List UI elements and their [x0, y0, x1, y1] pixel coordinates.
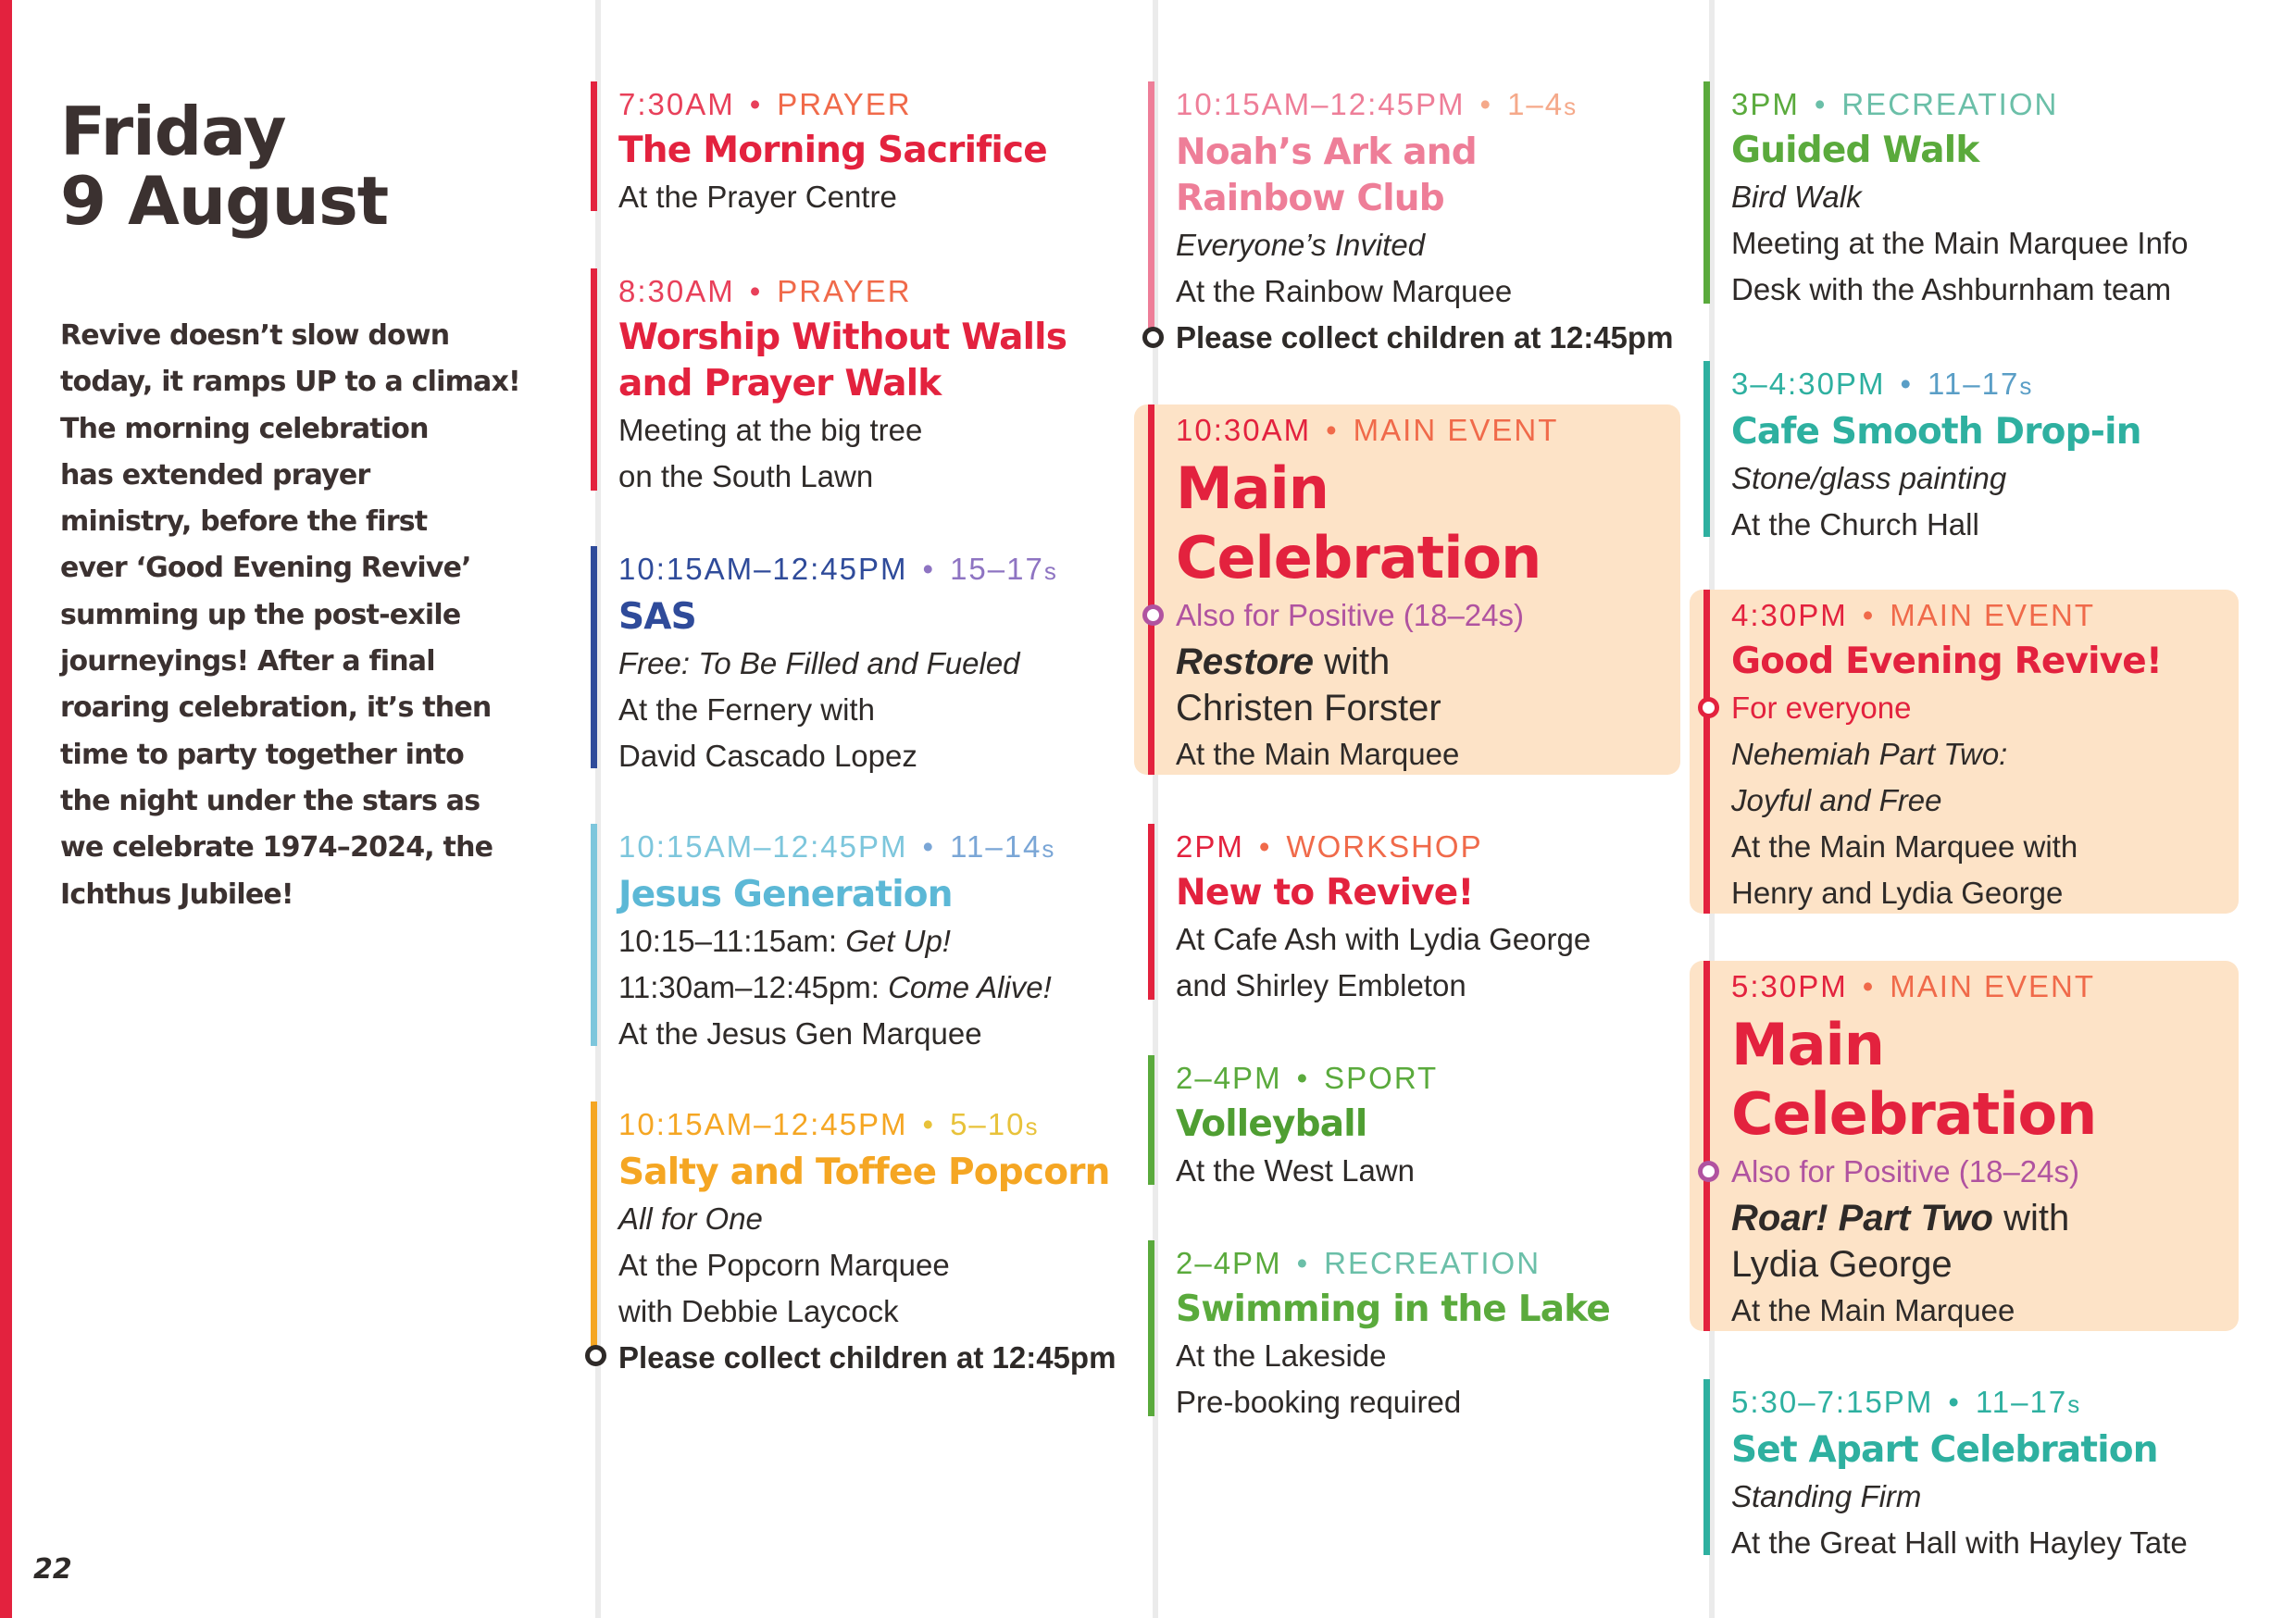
event-title-line: and Prayer Walk: [618, 363, 942, 404]
event-time: 5:30–7:15PM: [1731, 1385, 1934, 1419]
event-location: At the Great Hall with Hayley Tate: [1731, 1525, 2188, 1560]
event-age-range: [1507, 87, 1578, 121]
intro-line: ever ‘Good Evening Revive’: [60, 552, 471, 585]
event-time: 10:15AM–12:45PM: [618, 552, 908, 586]
talk-with: with: [1324, 641, 1391, 682]
event-time: 2–4PM: [1176, 1246, 1282, 1280]
event-age-suffix: s: [1042, 835, 1056, 863]
intro-line: has extended prayer: [60, 458, 370, 492]
event-age: 11–17: [1975, 1385, 2068, 1419]
collect-marker-icon: [585, 1345, 606, 1366]
event-age: 1–4: [1507, 87, 1565, 121]
event-title: New to Revive!: [1176, 872, 1474, 914]
separator-dot: •: [1862, 969, 1876, 1003]
event-location: At the Fernery with: [618, 692, 875, 727]
event-age-range: [950, 829, 1055, 864]
event-category: MAIN EVENT: [1890, 969, 2095, 1003]
intro-line: roaring celebration, it’s then: [60, 691, 492, 725]
intro-line: The morning celebration: [60, 412, 429, 445]
separator-dot: •: [1948, 1385, 1961, 1419]
event-age-suffix: s: [1025, 1113, 1040, 1140]
event-age-suffix: s: [1043, 557, 1058, 585]
page-edge-accent-bar: [0, 0, 12, 1618]
event-category: MAIN EVENT: [1890, 598, 2095, 632]
event-location: At the Main Marquee: [1176, 737, 1460, 771]
event-category: PRAYER: [777, 274, 912, 308]
event-jesus-generation: [591, 824, 1055, 1057]
event-title: [618, 315, 1067, 407]
event-category: MAIN EVENT: [1353, 413, 1559, 447]
event-location: on the South Lawn: [618, 459, 874, 493]
for-everyone-marker-icon: [1698, 697, 1719, 718]
event-color-rule: [591, 824, 597, 1046]
talk-line: [1176, 639, 1680, 685]
event-category: RECREATION: [1324, 1246, 1541, 1280]
event-location: At the Rainbow Marquee: [1176, 274, 1513, 308]
event-title: [1176, 454, 1680, 592]
intro-line: journeyings! After a final: [60, 645, 435, 678]
event-title: Jesus Generation: [618, 874, 953, 915]
event-title-line: Noah’s Ark and: [1176, 131, 1477, 173]
session-time: 11:30am–12:45pm:: [618, 970, 880, 1004]
event-title: Volleyball: [1176, 1103, 1367, 1145]
event-color-rule: [591, 546, 597, 768]
event-category: SPORT: [1324, 1061, 1439, 1095]
event-color-rule: [591, 268, 597, 491]
event-location: At the West Lawn: [1176, 1153, 1416, 1188]
event-subtitle: All for One: [618, 1201, 763, 1236]
event-title-line: Main: [1731, 1011, 1884, 1078]
event-time: 2PM: [1176, 829, 1244, 864]
event-subtitle: Stone/glass painting: [1731, 461, 2007, 495]
event-time: 2–4PM: [1176, 1061, 1282, 1095]
event-meta: [1176, 81, 1673, 130]
intro-paragraph: [60, 313, 542, 918]
event-age-range: [950, 1107, 1039, 1141]
event-session: [618, 918, 1055, 965]
event-color-rule: [1148, 824, 1154, 1000]
event-title-line: Main: [1176, 454, 1329, 522]
event-title: Good Evening Revive!: [1731, 641, 2162, 682]
event-subtitle: Standing Firm: [1731, 1479, 1922, 1513]
event-color-rule: [1703, 961, 1710, 1331]
separator-dot: •: [1258, 829, 1272, 864]
event-location: At the Prayer Centre: [618, 180, 897, 214]
speaker-name: Lydia George: [1731, 1244, 1953, 1285]
event-location: Desk with the Ashburnham team: [1731, 272, 2172, 306]
event-age-suffix: s: [2019, 372, 2034, 400]
separator-dot: •: [922, 552, 936, 586]
event-color-rule: [1148, 404, 1154, 775]
event-category: WORKSHOP: [1286, 829, 1483, 864]
intro-line: Ichthus Jubilee!: [60, 877, 293, 911]
speaker-name: Christen Forster: [1176, 688, 1441, 728]
event-location: At the Main Marquee with: [1731, 829, 2078, 864]
separator-dot: •: [1479, 87, 1493, 121]
event-title: SAS: [618, 596, 696, 638]
event-subtitle: Bird Walk: [1731, 180, 1862, 214]
event-age-range: [1976, 1385, 2081, 1419]
event-salty-toffee-popcorn: [591, 1101, 1116, 1381]
day-heading-weekday: Friday: [60, 93, 286, 170]
event-location: At the Popcorn Marquee: [618, 1248, 950, 1282]
event-subtitle: Free: To Be Filled and Fueled: [618, 646, 1020, 680]
separator-dot: •: [749, 87, 763, 121]
event-guided-walk: [1703, 81, 2188, 313]
event-title-line: Celebration: [1731, 1080, 2097, 1148]
event-age: 5–10: [950, 1107, 1026, 1141]
event-location: At Cafe Ash with Lydia George: [1176, 922, 1591, 956]
talk-line: [1731, 1195, 2239, 1241]
event-age: 11–14: [950, 829, 1042, 864]
intro-line: the night under the stars as: [60, 784, 480, 817]
event-color-rule: [1703, 81, 1710, 304]
event-time: 10:15AM–12:45PM: [618, 829, 908, 864]
collect-children-note: Please collect children at 12:45pm: [1176, 320, 1674, 355]
event-location: At the Lakeside: [1176, 1338, 1387, 1373]
talk-title: Roar! Part Two: [1731, 1198, 1993, 1238]
event-location: At the Main Marquee: [1731, 1293, 2015, 1327]
event-color-rule: [1703, 590, 1710, 914]
event-note: Pre-booking required: [1176, 1385, 1462, 1419]
collect-children-note: Please collect children at 12:45pm: [618, 1340, 1117, 1375]
event-age: 15–17: [950, 552, 1044, 586]
session-time: 10:15–11:15am:: [618, 924, 838, 958]
separator-dot: •: [1326, 413, 1339, 447]
page-number: 22: [33, 1553, 72, 1586]
separator-dot: •: [1900, 367, 1913, 401]
event-meta: [1176, 824, 1591, 870]
intro-line: time to party together into: [60, 738, 464, 771]
event-cafe-smooth: [1703, 361, 2141, 548]
event-title-line: Rainbow Club: [1176, 178, 1444, 219]
event-meta: [618, 546, 1058, 594]
event-title: Set Apart Celebration: [1731, 1429, 2158, 1471]
event-location: At the Jesus Gen Marquee: [618, 1016, 982, 1051]
event-age-suffix: s: [2067, 1390, 2082, 1418]
event-good-evening-revive: [1690, 590, 2239, 914]
event-meta: [1176, 407, 1680, 454]
event-meta: [618, 1101, 1116, 1150]
event-time: 7:30AM: [618, 87, 735, 121]
talk-with: with: [2003, 1198, 2070, 1238]
event-noahs-ark: [1148, 81, 1673, 361]
event-time: 10:30AM: [1176, 413, 1312, 447]
intro-line: Revive doesn’t slow down: [60, 319, 450, 352]
event-time: 4:30PM: [1731, 598, 1848, 632]
event-session: [618, 965, 1055, 1011]
event-color-rule: [1148, 81, 1154, 331]
event-subtitle: Nehemiah Part Two:: [1731, 737, 2008, 771]
event-title: [1731, 1010, 2239, 1149]
event-meta: [1176, 1240, 1610, 1287]
event-category: PRAYER: [777, 87, 912, 121]
collect-marker-icon: [1142, 327, 1164, 348]
positive-note: Also for Positive (18–24s): [1176, 598, 1525, 632]
event-meta: [618, 824, 1055, 872]
event-subtitle: Everyone’s Invited: [1176, 228, 1426, 262]
talk-title: Restore: [1176, 641, 1314, 682]
event-time: 10:15AM–12:45PM: [1176, 87, 1466, 121]
event-category: RECREATION: [1841, 87, 2059, 121]
event-age: 11–17: [1928, 367, 2020, 401]
session-name: Come Alive!: [888, 970, 1052, 1004]
event-set-apart: [1703, 1379, 2188, 1566]
event-time: 5:30PM: [1731, 969, 1848, 1003]
separator-dot: •: [749, 274, 763, 308]
event-main-celebration-am: [1134, 404, 1680, 775]
event-main-celebration-pm: [1690, 961, 2239, 1331]
event-sas: [591, 546, 1058, 779]
event-color-rule: [1703, 1379, 1710, 1555]
separator-dot: •: [1296, 1061, 1310, 1095]
event-location: and Shirley Embleton: [1176, 968, 1466, 1002]
event-volleyball: [1148, 1055, 1438, 1194]
event-new-to-revive: [1148, 824, 1591, 1009]
session-name: Get Up!: [845, 924, 951, 958]
event-color-rule: [591, 81, 597, 211]
day-heading-date: 9 August: [60, 162, 389, 240]
event-location: Meeting at the big tree: [618, 413, 923, 447]
event-location: with Debbie Laycock: [618, 1294, 899, 1328]
event-meta: [1731, 361, 2141, 409]
event-location: At the Church Hall: [1731, 507, 1979, 541]
event-title: Salty and Toffee Popcorn: [618, 1151, 1110, 1193]
event-morning-sacrifice: [591, 81, 1047, 220]
event-title: Guided Walk: [1731, 130, 1979, 171]
event-location: Henry and Lydia George: [1731, 876, 2064, 910]
separator-dot: •: [922, 829, 936, 864]
event-title: [1176, 130, 1673, 222]
event-title: The Morning Sacrifice: [618, 130, 1047, 171]
day-heading: [60, 93, 389, 240]
event-color-rule: [1148, 1240, 1154, 1416]
event-color-rule: [1703, 361, 1710, 537]
event-time: 3–4:30PM: [1731, 367, 1886, 401]
event-title: Swimming in the Lake: [1176, 1288, 1611, 1330]
event-meta: [618, 81, 1047, 128]
intro-line: summing up the post-exile: [60, 598, 461, 631]
event-age-range: [1928, 367, 2033, 401]
event-subtitle: Joyful and Free: [1731, 783, 1942, 817]
positive-marker-icon: [1142, 604, 1164, 626]
event-worship-without-walls: [591, 268, 1067, 500]
event-meta: [1731, 964, 2239, 1010]
event-title-line: Celebration: [1176, 524, 1541, 591]
separator-dot: •: [1296, 1246, 1310, 1280]
event-meta: [1731, 1379, 2188, 1427]
event-meta: [1176, 1055, 1438, 1101]
intro-line: we celebrate 1974–2024, the: [60, 831, 493, 865]
event-time: 8:30AM: [618, 274, 735, 308]
event-color-rule: [1148, 1055, 1154, 1185]
event-meta: [1731, 81, 2188, 128]
event-location: David Cascado Lopez: [618, 739, 917, 773]
event-swimming: [1148, 1240, 1610, 1425]
separator-dot: •: [922, 1107, 936, 1141]
for-everyone-note: For everyone: [1731, 691, 1912, 725]
intro-line: today, it ramps UP to a climax!: [60, 366, 520, 399]
event-color-rule: [591, 1101, 597, 1356]
intro-line: ministry, before the first: [60, 505, 428, 539]
separator-dot: •: [1814, 87, 1828, 121]
positive-note: Also for Positive (18–24s): [1731, 1154, 2080, 1189]
event-age-range: [950, 552, 1058, 586]
event-title: Cafe Smooth Drop-in: [1731, 411, 2141, 453]
event-meta: [1731, 592, 2239, 639]
event-age-suffix: s: [1564, 93, 1578, 120]
separator-dot: •: [1862, 598, 1876, 632]
event-time: 10:15AM–12:45PM: [618, 1107, 908, 1141]
event-time: 3PM: [1731, 87, 1800, 121]
event-meta: [618, 268, 1067, 315]
event-title-line: Worship Without Walls: [618, 317, 1067, 358]
positive-marker-icon: [1698, 1161, 1719, 1182]
event-location: Meeting at the Main Marquee Info: [1731, 226, 2189, 260]
